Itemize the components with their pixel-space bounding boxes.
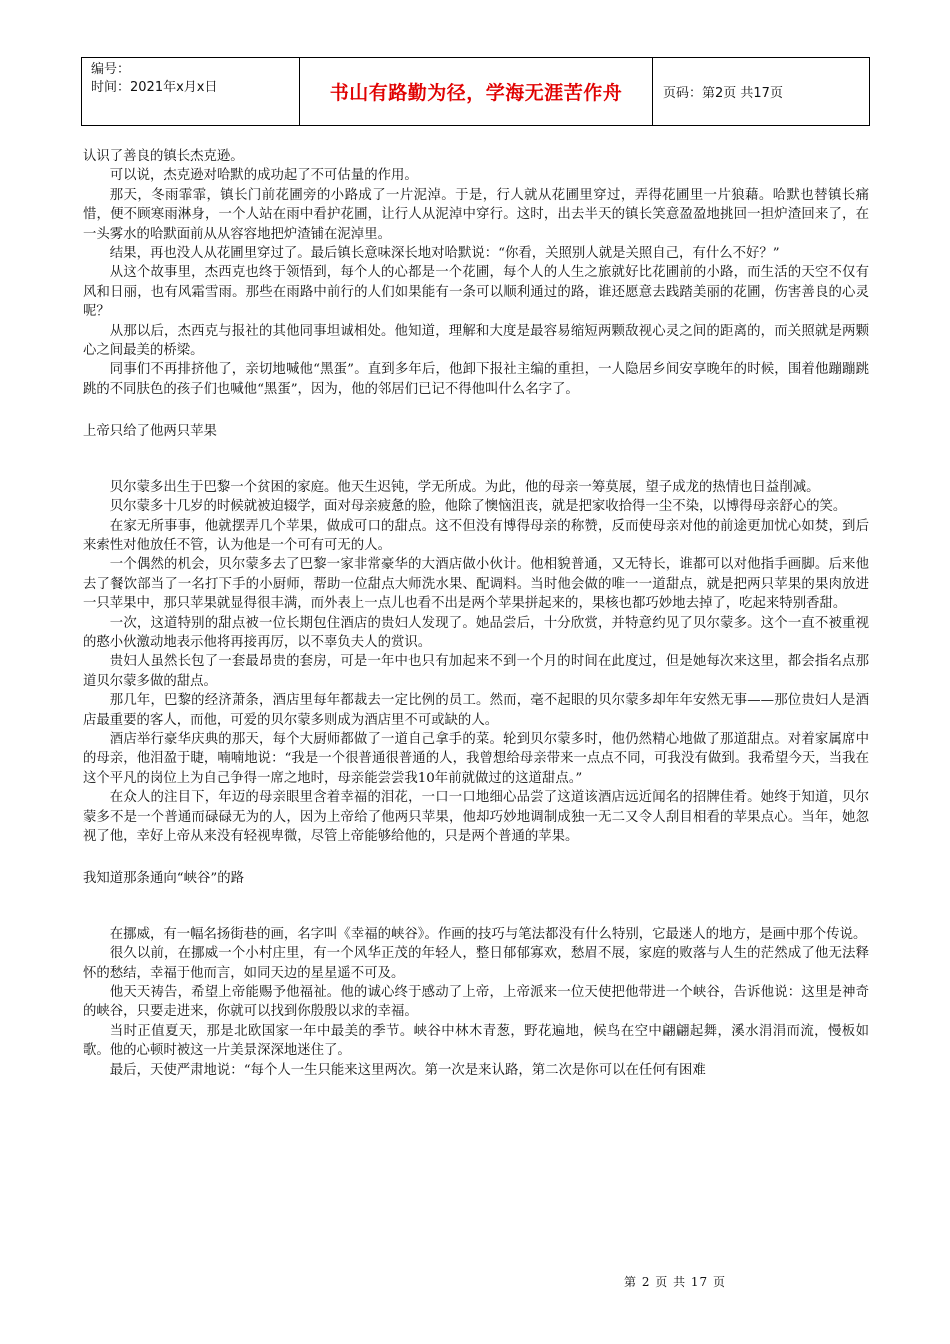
paragraph: 认识了善良的镇长杰克逊。 — [83, 149, 244, 164]
motto-cell — [300, 58, 653, 125]
paragraph: 同事们不再排挤他了，亲切地喊他“黑蛋”。直到多年后，他卸下报社主编的重担，一人隐居乡间安享晚年的时候，围着他蹦蹦跳跳的不同肤色的孩子们也喊他“黑蛋”，因为，他的邻居们已记不得他叫什么名字了。 — [83, 362, 869, 397]
paragraph: 很久以前，在挪威一个小村庄里，有一个风华正茂的年轻人，整日郁郁寡欢，愁眉不展，家庭的败落与人生的茫然成了他无法释怀的愁结，幸福于他而言，如同天边的星星遥不可及。 — [83, 946, 869, 981]
header-meta-cell — [82, 58, 300, 125]
paragraph: 在众人的注目下，年迈的母亲眼里含着幸福的泪花，一口一口地细心品尝了这道该酒店远近闻名的招牌佳肴。她终于知道，贝尔蒙多不是一个普通而碌碌无为的人，因为上帝给了他两只苹果，他却巧妙地调制成独一无二又令人刮目相看的苹果点心。当年，她忽视了他，幸好上帝从来没有轻视卑微，尽管上帝能够给他的，只是两个普通的苹果。 — [83, 790, 869, 844]
paragraph: 结果，再也没人从花圃里穿过了。最后镇长意味深长地对哈默说：“你看，关照别人就是关照自己，有什么不好？” — [109, 246, 780, 262]
page-info-cell — [653, 58, 869, 125]
paragraph: 他天天祷告，希望上帝能赐予他福祉。他的诚心终于感动了上帝，上帝派来一位天使把他带进一个峡谷，告诉他说：这里是神奇的峡谷，只要走进来，你就可以找到你殷殷以求的幸福。 — [83, 985, 869, 1020]
document-body — [83, 147, 869, 1080]
paragraph: 一次，这道特别的甜点被一位长期包住酒店的贵妇人发现了。她品尝后，十分欣赏，并特意约见了贝尔蒙多。这个一直不被重视的憨小伙激动地表示他将再接再厉，以不辜负夫人的赏识。 — [83, 615, 869, 650]
paragraph: 在挪威，有一幅名扬街巷的画，名字叫《幸福的峡谷》。作画的技巧与笔法都没有什么特别，它最迷人的地方，是画中那个传说。 — [109, 926, 867, 942]
serial-number-label: 编号： — [91, 62, 131, 77]
paragraph: 当时正值夏天，那是北欧国家一年中最美的季节。峡谷中林木青葱，野花遍地，候鸟在空中翩翩起舞，溪水涓涓而流，慢板如歌。他的心顿时被这一片美景深深地迷住了。 — [83, 1023, 869, 1059]
paragraph: 酒店举行豪华庆典的那天，每个大厨师都做了一道自己拿手的菜。轮到贝尔蒙多时，他仍然精心地做了那道甜点。对着家属席中的母亲，他泪盈于睫，喃喃地说：“我是一个很普通很普通的人，我曾想给母亲带来一点点不同，可我没有做到。我希望今天，当我在这个平凡的岗位上为自己争得一席之地时，母亲能尝尝我10年前就做过的这道甜点。” — [83, 731, 869, 786]
page-footer: 第 2 页 共 17 页 — [624, 1275, 726, 1289]
paragraph: 那几年，巴黎的经济萧条，酒店里每年都裁去一定比例的员工。然而，毫不起眼的贝尔蒙多却年年安然无事——那位贵妇人是酒店最重要的客人，而他，可爱的贝尔蒙多则成为酒店里不可或缺的人。 — [83, 693, 869, 728]
paragraph: 从那以后，杰西克与报社的其他同事坦诚相处。他知道，理解和大度是最容易缩短两颗敌视心灵之间的距离的，而关照就是两颗心之间最美的桥梁。 — [83, 323, 869, 359]
paragraph: 贝尔蒙多出生于巴黎一个贫困的家庭。他天生迟钝，学无所成。为此，他的母亲一筹莫展，望子成龙的热情也日益削减。 — [109, 479, 820, 495]
header-table — [81, 57, 870, 126]
paragraph: 在家无所事事，他就摆弄几个苹果，做成可口的甜点。这不但没有博得母亲的称赞，反而使母亲对他的前途更加忧心如焚，到后来索性对他放任不管，认为他是一个可有可无的人。 — [83, 518, 869, 553]
section-heading: 我知道那条通向“峡谷”的路 — [83, 871, 244, 887]
paragraph: 贵妇人虽然长包了一套最昂贵的套房，可是一年中也只有加起来不到一个月的时间在此度过，但是她每次来这里，都会指名点那道贝尔蒙多做的甜点。 — [83, 654, 869, 689]
header-motto: 书山有路勤为径，学海无涯苦作舟 — [329, 82, 623, 104]
paragraph: 一个偶然的机会，贝尔蒙多去了巴黎一家非常豪华的大酒店做小伙计。他相貌普通，又无特长，谁都可以对他指手画脚。后来他去了餐饮部当了一名打下手的小厨师，帮助一位甜点大师洗水果、配调料。当时他会做的唯一一道甜点，就是把两只苹果的果肉放进一只苹果中，那只苹果就显得很丰满，而外表上一点儿也看不出是两个苹果拼起来的，果核也都巧妙地去掉了，吃起来特别香甜。 — [83, 557, 869, 612]
paragraph: 从这个故事里，杰西克也终于领悟到，每个人的心都是一个花圃，每个人的人生之旅就好比花圃前的小路，而生活的天空不仅有风和日丽，也有风霜雪雨。那些在雨路中前行的人们如果能有一条可以顺利通过的路，谁还愿意去践踏美丽的花圃，伤害善良的心灵呢？ — [83, 265, 869, 320]
section-heading: 上帝只给了他两只苹果 — [83, 424, 217, 440]
paragraph: 最后，天使严肃地说：“每个人一生只能来这里两次。第一次是来认路，第二次是你可以在任何有困难 — [109, 1062, 706, 1078]
paragraph: 贝尔蒙多十几岁的时候就被迫辍学，面对母亲疲惫的脸，他除了懊恼沮丧，就是把家收拾得一尘不染，以博得母亲舒心的笑。 — [109, 499, 847, 515]
page-info: 页码：第2页 共17页 — [663, 86, 783, 101]
date-label: 时间：2021年x月x日 — [91, 80, 218, 95]
paragraph: 那天，冬雨霏霏，镇长门前花圃旁的小路成了一片泥淖。于是，行人就从花圃里穿过，弄得花圃里一片狼藉。哈默也替镇长痛惜，便不顾寒雨淋身，一个人站在雨中看护花圃，让行人从泥淖中穿行。这时，出去半天的镇长笑意盈盈地挑回一担炉渣回来了，在一头雾水的哈默面前从从容容地把炉渣铺在泥淖里。 — [83, 187, 869, 242]
paragraph: 可以说，杰克逊对哈默的成功起了不可估量的作用。 — [109, 168, 418, 184]
